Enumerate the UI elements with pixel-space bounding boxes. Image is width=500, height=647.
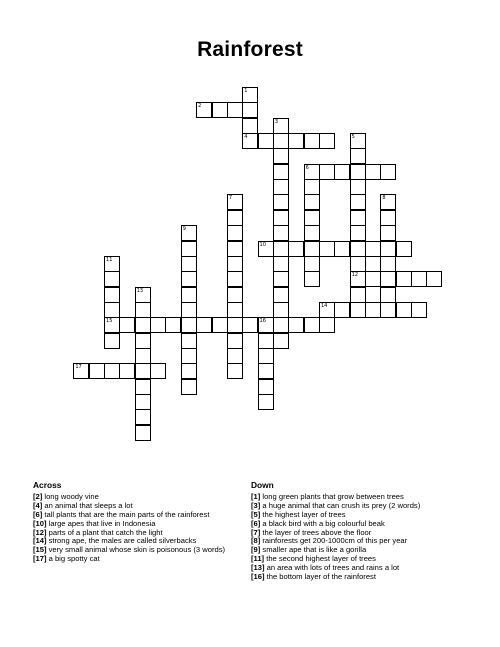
clue-text: an area with lots of trees and rains a lot [264, 563, 400, 573]
grid-cell[interactable] [288, 133, 304, 149]
clue-number: 13 [136, 287, 144, 294]
grid-cell[interactable] [258, 133, 274, 149]
grid-cell[interactable] [181, 287, 197, 303]
grid-cell[interactable] [380, 302, 396, 318]
down-clue [251, 573, 420, 582]
clue-number-label: [13] [251, 563, 265, 573]
grid-cell[interactable] [304, 317, 320, 333]
grid-cell[interactable] [350, 302, 366, 318]
grid-cell[interactable] [273, 148, 289, 164]
grid-cell[interactable] [350, 287, 366, 303]
grid-cell[interactable] [165, 317, 181, 333]
grid-cell[interactable] [350, 210, 366, 226]
clue-number: 16 [259, 318, 266, 325]
grid-cell[interactable] [212, 102, 228, 118]
clue-number: 4 [244, 134, 248, 141]
clue-text: a big spotty cat [46, 554, 100, 564]
grid-cell[interactable] [396, 241, 412, 257]
grid-cell[interactable] [350, 271, 366, 287]
down-heading: Down [251, 480, 274, 490]
grid-cell[interactable] [350, 164, 366, 180]
clue-number: 7 [228, 195, 233, 202]
clue-number: 15 [106, 318, 113, 325]
grid-cell[interactable] [135, 363, 151, 379]
clue-number: 3 [274, 118, 279, 125]
grid-cell[interactable] [104, 333, 120, 349]
clue-text: large apes that live in Indonesia [46, 518, 156, 528]
grid-cell[interactable] [181, 317, 197, 333]
clue-number-label: [12] [33, 527, 47, 537]
grid-cell[interactable] [380, 225, 396, 241]
grid-cell[interactable] [258, 394, 274, 410]
grid-cell[interactable] [304, 241, 320, 257]
grid-cell[interactable] [242, 102, 258, 118]
clue-number-label: [1] [251, 491, 261, 501]
grid-cell[interactable] [273, 333, 289, 349]
grid-cell[interactable] [273, 133, 289, 149]
grid-cell[interactable] [304, 194, 320, 210]
grid-cell[interactable] [304, 133, 320, 149]
clue-text: parts of a plant that catch the light [46, 527, 163, 537]
grid-cell[interactable] [365, 302, 381, 318]
grid-cell[interactable] [304, 210, 320, 226]
clue-number-label: [6] [251, 518, 261, 528]
grid-cell[interactable] [273, 194, 289, 210]
grid-cell[interactable] [319, 164, 335, 180]
clue-number-label: [14] [33, 536, 47, 546]
grid-cell[interactable] [334, 164, 350, 180]
grid-cell[interactable] [181, 256, 197, 272]
clue-number-label: [7] [251, 527, 261, 537]
grid-cell[interactable] [258, 348, 274, 364]
clue-number-label: [2] [33, 491, 43, 501]
grid-cell[interactable] [304, 225, 320, 241]
grid-cell[interactable] [380, 210, 396, 226]
grid-cell[interactable] [212, 317, 228, 333]
clue-number-label: [11] [251, 554, 265, 564]
grid-cell[interactable] [365, 164, 381, 180]
clue-number: 11 [106, 256, 113, 263]
grid-cell[interactable] [273, 164, 289, 180]
grid-cell[interactable] [227, 194, 243, 210]
grid-cell[interactable] [227, 287, 243, 303]
clue-number-label: [15] [33, 545, 47, 555]
grid-cell[interactable] [273, 256, 289, 272]
grid-cell[interactable] [181, 302, 197, 318]
grid-cell[interactable] [227, 363, 243, 379]
grid-cell[interactable] [273, 317, 289, 333]
clue-text: rainforests get 200-1000cm of this per year [260, 536, 408, 546]
clue-text: very small animal whose skin is poisonous (3 words) [46, 545, 226, 555]
grid-cell[interactable] [380, 287, 396, 303]
grid-cell[interactable] [334, 241, 350, 257]
grid-cell[interactable] [350, 256, 366, 272]
clue-text: the layer of trees above the floor [260, 527, 372, 537]
grid-cell[interactable] [242, 118, 258, 134]
grid-cell[interactable] [227, 241, 243, 257]
clue-number: 10 [259, 241, 266, 248]
grid-cell[interactable] [242, 317, 258, 333]
grid-cell[interactable] [319, 317, 335, 333]
grid-cell[interactable] [119, 363, 135, 379]
grid-cell[interactable] [411, 271, 427, 287]
clue-text: an animal that sleeps a lot [42, 500, 133, 510]
grid-cell[interactable] [135, 379, 151, 395]
grid-cell[interactable] [350, 148, 366, 164]
clue-number: 17 [75, 364, 82, 371]
grid-cell[interactable] [396, 271, 412, 287]
grid-cell[interactable] [396, 302, 412, 318]
grid-cell[interactable] [104, 256, 120, 272]
grid-cell[interactable] [196, 317, 212, 333]
grid-cell[interactable] [258, 333, 274, 349]
grid-cell[interactable] [288, 241, 304, 257]
grid-cell[interactable] [135, 333, 151, 349]
grid-cell[interactable] [227, 333, 243, 349]
grid-cell[interactable] [258, 379, 274, 395]
grid-cell[interactable] [119, 317, 135, 333]
grid-cell[interactable] [365, 241, 381, 257]
grid-cell[interactable] [104, 271, 120, 287]
grid-cell[interactable] [304, 179, 320, 195]
grid-cell[interactable] [319, 241, 335, 257]
grid-cell[interactable] [135, 302, 151, 318]
grid-cell[interactable] [242, 133, 258, 149]
grid-cell[interactable] [196, 102, 212, 118]
grid-cell[interactable] [135, 425, 151, 441]
grid-cell[interactable] [273, 225, 289, 241]
grid-cell[interactable] [227, 256, 243, 272]
grid-cell[interactable] [227, 348, 243, 364]
clue-text: tall plants that are the main parts of the rainforest [42, 509, 210, 519]
grid-cell[interactable] [258, 363, 274, 379]
across-list [33, 493, 225, 564]
clue-number-label: [17] [33, 554, 47, 564]
clue-text: long woody vine [42, 491, 99, 501]
grid-cell[interactable] [258, 241, 274, 257]
grid-cell[interactable] [242, 87, 258, 103]
clue-text: the highest layer of trees [260, 509, 346, 519]
grid-cell[interactable] [181, 225, 197, 241]
clue-number-label: [16] [251, 572, 265, 582]
grid-cell[interactable] [350, 179, 366, 195]
grid-cell[interactable] [380, 256, 396, 272]
grid-cell[interactable] [135, 287, 151, 303]
grid-cell[interactable] [273, 287, 289, 303]
grid-cell[interactable] [181, 241, 197, 257]
clue-number: 2 [198, 103, 202, 110]
clue-number-label: [3] [251, 500, 261, 510]
grid-cell[interactable] [89, 363, 105, 379]
clue-text: the second highest layer of trees [264, 554, 376, 564]
grid-cell[interactable] [150, 317, 166, 333]
grid-cell[interactable] [227, 317, 243, 333]
grid-cell[interactable] [227, 271, 243, 287]
clue-number: 12 [351, 272, 359, 279]
across-clue [33, 555, 225, 564]
clue-number: 5 [351, 134, 355, 141]
grid-cell[interactable] [334, 302, 350, 318]
clue-text: strong ape, the males are called silverbacks [46, 536, 197, 546]
grid-cell[interactable] [73, 363, 89, 379]
grid-cell[interactable] [304, 164, 320, 180]
puzzle-title: Rainforest [197, 38, 303, 61]
grid-cell[interactable] [273, 271, 289, 287]
grid-cell[interactable] [181, 379, 197, 395]
grid-cell[interactable] [304, 256, 320, 272]
clue-number: 1 [244, 88, 248, 94]
grid-cell[interactable] [273, 118, 289, 134]
clue-number-label: [10] [33, 518, 47, 528]
grid-cell[interactable] [350, 241, 366, 257]
clue-number: 6 [305, 164, 309, 171]
grid-cell[interactable] [350, 133, 366, 149]
grid-cell[interactable] [319, 302, 335, 318]
clue-text: the bottom layer of the rainforest [264, 572, 376, 582]
across-clues [33, 481, 225, 564]
grid-cell[interactable] [181, 363, 197, 379]
grid-cell[interactable] [150, 363, 166, 379]
grid-cell[interactable] [227, 302, 243, 318]
grid-cell[interactable] [104, 363, 120, 379]
grid-cell[interactable] [288, 317, 304, 333]
clue-number: 8 [382, 195, 386, 202]
grid-cell[interactable] [104, 302, 120, 318]
grid-cell[interactable] [273, 179, 289, 195]
grid-cell[interactable] [135, 394, 151, 410]
grid-cell[interactable] [135, 348, 151, 364]
grid-cell[interactable] [104, 317, 120, 333]
grid-cell[interactable] [380, 271, 396, 287]
clue-number: 9 [182, 226, 186, 233]
grid-cell[interactable] [135, 317, 151, 333]
grid-cell[interactable] [380, 164, 396, 180]
down-list [251, 493, 420, 582]
clue-text: long green plants that grow between trees [260, 491, 404, 501]
grid-cell[interactable] [227, 225, 243, 241]
grid-cell[interactable] [273, 241, 289, 257]
grid-cell[interactable] [411, 302, 427, 318]
grid-cell[interactable] [319, 133, 335, 149]
grid-cell[interactable] [227, 102, 243, 118]
grid-cell[interactable] [304, 271, 320, 287]
grid-cell[interactable] [181, 333, 197, 349]
grid-cell[interactable] [350, 194, 366, 210]
grid-cell[interactable] [426, 271, 442, 287]
grid-cell[interactable] [104, 287, 120, 303]
grid-cell[interactable] [181, 348, 197, 364]
clue-text: smaller ape that is like a gorilla [260, 545, 367, 555]
clue-text: a black bird with a big colourful beak [260, 518, 385, 528]
clue-number-label: [4] [33, 500, 43, 510]
clue-number-label: [5] [251, 509, 261, 519]
clue-number: 14 [320, 302, 328, 309]
across-heading: Across [33, 480, 62, 490]
grid-cell[interactable] [380, 194, 396, 210]
grid-cell[interactable] [258, 317, 274, 333]
clue-text: a huge animal that can crush its prey (2 words) [260, 500, 421, 510]
grid-cell[interactable] [135, 409, 151, 425]
grid-cell[interactable] [365, 271, 381, 287]
down-clues [251, 481, 420, 582]
grid-cell[interactable] [227, 210, 243, 226]
grid-cell[interactable] [273, 210, 289, 226]
clue-number-label: [9] [251, 545, 261, 555]
grid-cell[interactable] [380, 241, 396, 257]
grid-cell[interactable] [350, 225, 366, 241]
clue-number-label: [6] [33, 509, 43, 519]
grid-cell[interactable] [273, 302, 289, 318]
clue-number-label: [8] [251, 536, 261, 546]
grid-cell[interactable] [181, 271, 197, 287]
